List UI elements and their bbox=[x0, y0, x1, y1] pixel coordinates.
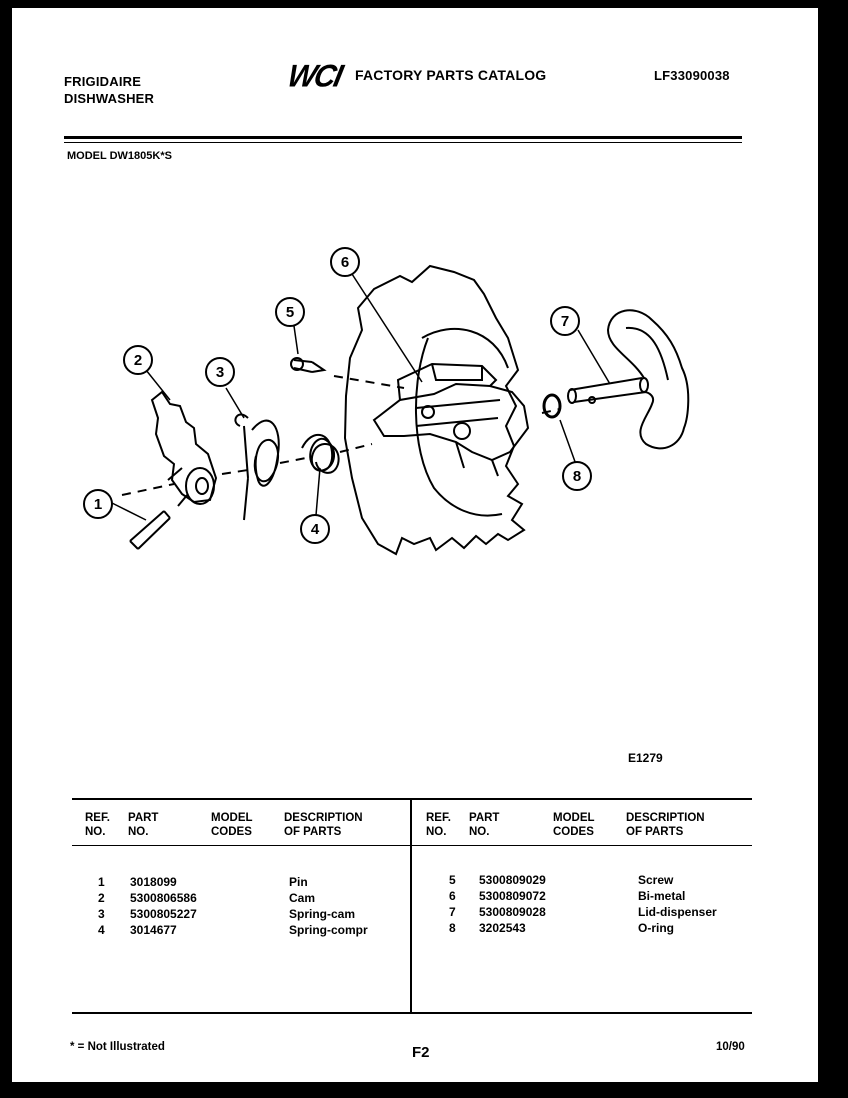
product-name: DISHWASHER bbox=[64, 91, 155, 106]
hdr-ref-2-right: NO. bbox=[426, 826, 447, 838]
catalog-title: FACTORY PARTS CATALOG bbox=[355, 67, 547, 83]
spring-compr bbox=[302, 435, 339, 473]
left-row-3-part: 5300805227 bbox=[130, 907, 197, 921]
hdr-part-2: NO. bbox=[128, 826, 149, 838]
footnote: * = Not Illustrated bbox=[70, 1041, 165, 1053]
left-row-1-desc: Pin bbox=[289, 875, 308, 889]
catalog-number: LF33090038 bbox=[654, 68, 730, 83]
table-bottom-rule bbox=[72, 1012, 752, 1014]
o-ring bbox=[544, 395, 560, 417]
wci-logo: WCI bbox=[284, 59, 345, 94]
callout-label-1: 1 bbox=[93, 496, 103, 513]
page-number: F2 bbox=[412, 1044, 430, 1061]
hdr-model-1: MODEL bbox=[211, 812, 253, 824]
hdr-model-1-right: MODEL bbox=[553, 812, 595, 824]
brand-name: FRIGIDAIRE bbox=[64, 74, 142, 89]
catalog-page bbox=[12, 8, 818, 1082]
callout-label-3: 3 bbox=[215, 364, 225, 381]
table-divider bbox=[410, 800, 412, 1012]
right-row-1-ref: 5 bbox=[449, 873, 456, 887]
right-row-2-part: 5300809072 bbox=[479, 889, 546, 903]
hdr-desc-1: DESCRIPTION bbox=[284, 812, 363, 824]
callout-label-7: 7 bbox=[560, 313, 570, 330]
right-row-3-desc: Lid-dispenser bbox=[638, 905, 717, 919]
spring-cam bbox=[235, 414, 278, 520]
left-row-2-desc: Cam bbox=[289, 891, 316, 905]
pin-part bbox=[130, 511, 170, 549]
exploded-parts-diagram bbox=[12, 8, 818, 628]
right-row-2-desc: Bi-metal bbox=[638, 889, 686, 903]
right-row-3-ref: 7 bbox=[449, 905, 456, 919]
recess-arc bbox=[422, 329, 508, 368]
model-number: MODEL DW1805K*S bbox=[67, 150, 172, 162]
left-row-1-ref: 1 bbox=[98, 875, 105, 889]
right-row-2-ref: 6 bbox=[449, 889, 456, 903]
hdr-part-2-right: NO. bbox=[469, 826, 490, 838]
left-row-2-part: 5300806586 bbox=[130, 891, 197, 905]
left-row-2-ref: 2 bbox=[98, 891, 105, 905]
callout-label-4: 4 bbox=[310, 521, 320, 538]
right-row-3-part: 5300809028 bbox=[479, 905, 546, 919]
hdr-ref-1-right: REF. bbox=[426, 812, 451, 824]
revision-date: 10/90 bbox=[716, 1041, 745, 1053]
callout-label-6: 6 bbox=[340, 254, 350, 271]
hdr-model-2-right: CODES bbox=[553, 826, 594, 838]
callout-label-8: 8 bbox=[572, 468, 582, 485]
cam-part bbox=[152, 392, 216, 502]
right-row-1-part: 5300809029 bbox=[479, 873, 546, 887]
right-row-4-desc: O-ring bbox=[638, 921, 674, 935]
table-header-rule bbox=[72, 845, 752, 846]
left-row-3-ref: 3 bbox=[98, 907, 105, 921]
callout-label-5: 5 bbox=[285, 304, 295, 321]
figure-code: E1279 bbox=[628, 751, 663, 765]
hdr-part-1: PART bbox=[128, 812, 159, 824]
left-row-4-ref: 4 bbox=[98, 923, 105, 937]
left-row-3-desc: Spring-cam bbox=[289, 907, 356, 921]
hdr-desc-2: OF PARTS bbox=[284, 826, 342, 838]
left-row-1-part: 3018099 bbox=[130, 875, 177, 889]
table-top-rule bbox=[72, 798, 752, 800]
hdr-desc-2-right: OF PARTS bbox=[626, 826, 684, 838]
right-row-1-desc: Screw bbox=[638, 873, 674, 887]
hdr-ref-2: NO. bbox=[85, 826, 106, 838]
hdr-ref-1: REF. bbox=[85, 812, 110, 824]
left-row-4-desc: Spring-compr bbox=[289, 923, 368, 937]
right-row-4-ref: 8 bbox=[449, 921, 456, 935]
right-row-4-part: 3202543 bbox=[479, 921, 526, 935]
callout-label-2: 2 bbox=[133, 352, 143, 369]
left-row-4-part: 3014677 bbox=[130, 923, 177, 937]
hdr-desc-1-right: DESCRIPTION bbox=[626, 812, 705, 824]
hdr-part-1-right: PART bbox=[469, 812, 500, 824]
hdr-model-2: CODES bbox=[211, 826, 252, 838]
